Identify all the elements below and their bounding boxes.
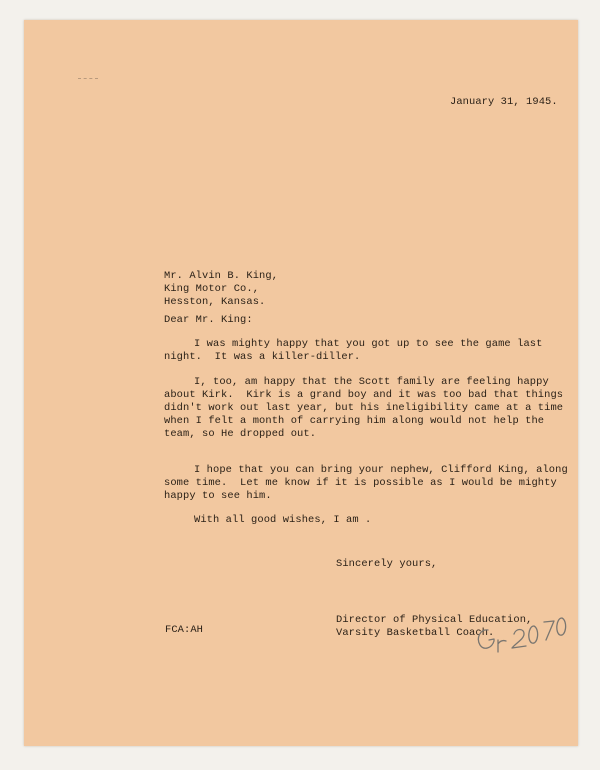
complimentary-close: Sincerely yours, bbox=[336, 558, 438, 570]
body-line: night. It was a killer-diller. bbox=[164, 351, 361, 363]
reference-initials: FCA:AH bbox=[165, 624, 204, 636]
letter-page bbox=[24, 20, 578, 746]
body-line: I hope that you can bring your nephew, Clifford King, along bbox=[194, 464, 568, 476]
body-line: about Kirk. Kirk is a grand boy and it was too bad that things bbox=[164, 389, 564, 401]
recipient-location: Hesston, Kansas. bbox=[164, 296, 266, 308]
letter-date: January 31, 1945. bbox=[450, 96, 558, 108]
body-line: when I felt a month of carrying him along would not help the bbox=[164, 415, 545, 427]
body-line: I was mighty happy that you got up to see the game last bbox=[194, 338, 543, 350]
body-line: I, too, am happy that the Scott family are feeling happy bbox=[194, 376, 549, 388]
salutation: Dear Mr. King: bbox=[164, 314, 253, 326]
recipient-company: King Motor Co., bbox=[164, 283, 260, 295]
recipient-name: Mr. Alvin B. King, bbox=[164, 270, 279, 282]
body-line: With all good wishes, I am . bbox=[194, 514, 372, 526]
pencil-smudge bbox=[78, 78, 98, 82]
body-line: team, so He dropped out. bbox=[164, 428, 317, 440]
signature-title: Director of Physical Education, bbox=[336, 614, 533, 626]
signature-title: Varsity Basketball Coach. bbox=[336, 627, 495, 639]
handwritten-annotation bbox=[472, 612, 584, 658]
body-line: some time. Let me know if it is possible as I would be mighty bbox=[164, 477, 557, 489]
body-line: happy to see him. bbox=[164, 490, 272, 502]
body-line: didn't work out last year, but his ineligibility came at a time bbox=[164, 402, 564, 414]
